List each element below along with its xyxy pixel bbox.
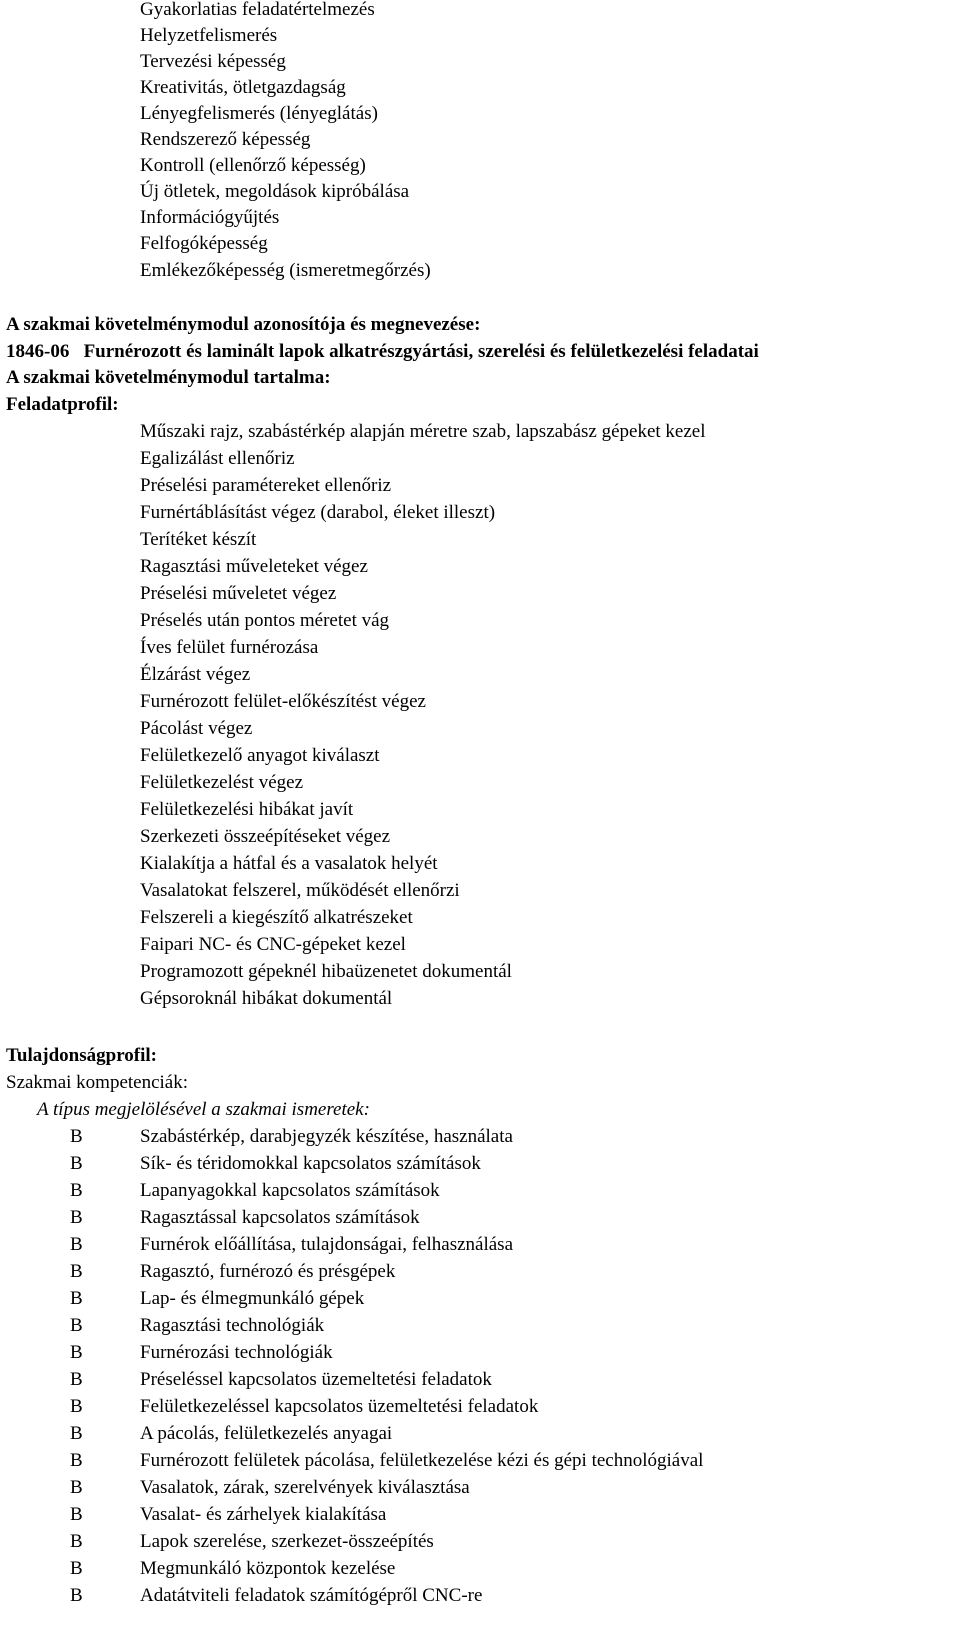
type-mark: B [70, 1261, 83, 1282]
list-item: Új ötletek, megoldások kipróbálása [140, 181, 410, 202]
knowledge-text: Lapanyagokkal kapcsolatos számítások [140, 1180, 440, 1201]
knowledge-text: Ragasztó, furnérozó és présgépek [140, 1261, 396, 1282]
knowledge-text: Felületkezeléssel kapcsolatos üzemeltetési feladatok [140, 1396, 539, 1417]
type-mark: B [70, 1423, 83, 1444]
knowledge-text: Sík- és téridomokkal kapcsolatos számítások [140, 1153, 481, 1174]
knowledge-row [0, 1124, 900, 1150]
type-mark: B [70, 1234, 83, 1255]
type-mark: B [70, 1585, 83, 1606]
type-mark: B [70, 1558, 83, 1579]
knowledge-text: Furnérozott felületek pácolása, felületkezelése kézi és gépi technológiával [140, 1450, 704, 1471]
list-item: Szerkezeti összeépítéseket végez [140, 826, 391, 847]
knowledge-text: Furnérok előállítása, tulajdonságai, felhasználása [140, 1234, 514, 1255]
type-mark: B [70, 1450, 83, 1471]
type-mark: B [70, 1531, 83, 1552]
knowledge-text: Préseléssel kapcsolatos üzemeltetési feladatok [140, 1369, 492, 1390]
competencies-label: Szakmai kompetenciák: [6, 1072, 189, 1093]
knowledge-text: Vasalatok, zárak, szerelvények kiválasztása [140, 1477, 470, 1498]
list-item: Egalizálást ellenőriz [140, 448, 295, 469]
knowledge-row [0, 1205, 900, 1231]
list-item: Helyzetfelismerés [140, 25, 278, 46]
knowledge-text: Lap- és élmegmunkáló gépek [140, 1288, 365, 1309]
list-item: Furnérozott felület-előkészítést végez [140, 691, 426, 712]
knowledge-row [0, 1151, 900, 1177]
type-mark: B [70, 1288, 83, 1309]
type-mark: B [70, 1153, 83, 1174]
type-mark: B [70, 1126, 83, 1147]
list-item: Préselési paramétereket ellenőriz [140, 475, 392, 496]
list-item: Lényegfelismerés (lényeglátás) [140, 103, 378, 124]
list-item: Préselés után pontos méretet vág [140, 610, 390, 631]
list-item: Műszaki rajz, szabástérkép alapján méretre szab, lapszabász gépeket kezel [140, 421, 706, 442]
type-mark: B [70, 1504, 83, 1525]
type-mark: B [70, 1477, 83, 1498]
list-item: Vasalatokat felszerel, működését ellenőrzi [140, 880, 460, 901]
knowledge-text: Ragasztással kapcsolatos számítások [140, 1207, 420, 1228]
knowledge-row [0, 1340, 900, 1366]
list-item: Pácolást végez [140, 718, 253, 739]
knowledge-row [0, 1583, 900, 1609]
knowledge-text: Megmunkáló központok kezelése [140, 1558, 396, 1579]
knowledge-row [0, 1259, 900, 1285]
type-mark: B [70, 1396, 83, 1417]
knowledge-row [0, 1232, 900, 1258]
list-item: Felszereli a kiegészítő alkatrészeket [140, 907, 413, 928]
list-item: Felfogóképesség [140, 233, 268, 254]
knowledge-row [0, 1313, 900, 1339]
property-profile-heading: Tulajdonságprofil: [6, 1045, 157, 1066]
list-item: Felületkezelési hibákat javít [140, 799, 354, 820]
list-item: Kontroll (ellenőrző képesség) [140, 155, 366, 176]
knowledge-row [0, 1502, 900, 1528]
type-mark: B [70, 1207, 83, 1228]
knowledge-text: Adatátviteli feladatok számítógépről CNC-re [140, 1585, 483, 1606]
list-item: Préselési műveletet végez [140, 583, 337, 604]
list-item: Felületkezelő anyagot kiválaszt [140, 745, 380, 766]
list-item: Kialakítja a hátfal és a vasalatok helyét [140, 853, 438, 874]
list-item: Tervezési képesség [140, 51, 286, 72]
task-profile-heading: Feladatprofil: [6, 394, 119, 415]
list-item: Élzárást végez [140, 664, 251, 685]
list-item: Furnértáblásítást végez (darabol, éleket illeszt) [140, 502, 496, 523]
type-mark: B [70, 1369, 83, 1390]
list-item: Íves felület furnérozása [140, 637, 319, 658]
list-item: Gyakorlatias feladatértelmezés [140, 0, 375, 20]
knowledge-text: Lapok szerelése, szerkezet-összeépítés [140, 1531, 434, 1552]
list-item: Faipari NC- és CNC-gépeket kezel [140, 934, 406, 955]
knowledge-text: A pácolás, felületkezelés anyagai [140, 1423, 393, 1444]
type-mark: B [70, 1342, 83, 1363]
module-id-line: 1846-06 Furnérozott és laminált lapok alkatrészgyártási, szerelési és felületkezelési feladatai [6, 341, 759, 362]
knowledge-intro: A típus megjelölésével a szakmai ismeretek: [37, 1099, 370, 1120]
knowledge-row [0, 1178, 900, 1204]
knowledge-row [0, 1448, 900, 1474]
knowledge-row [0, 1421, 900, 1447]
list-item: Terítéket készít [140, 529, 257, 550]
knowledge-text: Szabástérkép, darabjegyzék készítése, használata [140, 1126, 513, 1147]
knowledge-text: Vasalat- és zárhelyek kialakítása [140, 1504, 387, 1525]
type-mark: B [70, 1315, 83, 1336]
list-item: Ragasztási műveleteket végez [140, 556, 368, 577]
knowledge-row [0, 1475, 900, 1501]
list-item: Rendszerező képesség [140, 129, 311, 150]
list-item: Emlékezőképesség (ismeretmegőrzés) [140, 260, 431, 281]
list-item: Felületkezelést végez [140, 772, 304, 793]
type-mark: B [70, 1180, 83, 1201]
list-item: Gépsoroknál hibákat dokumentál [140, 988, 393, 1009]
knowledge-text: Furnérozási technológiák [140, 1342, 333, 1363]
list-item: Kreativitás, ötletgazdagság [140, 77, 346, 98]
knowledge-row [0, 1529, 900, 1555]
list-item: Információgyűjtés [140, 207, 280, 228]
knowledge-row [0, 1394, 900, 1420]
knowledge-row [0, 1556, 900, 1582]
list-item: Programozott gépeknél hibaüzenetet dokumentál [140, 961, 512, 982]
knowledge-row [0, 1367, 900, 1393]
knowledge-row [0, 1286, 900, 1312]
module-id-heading: A szakmai követelménymodul azonosítója és megnevezése: [6, 314, 481, 335]
knowledge-text: Ragasztási technológiák [140, 1315, 325, 1336]
module-content-heading: A szakmai követelménymodul tartalma: [6, 367, 331, 388]
